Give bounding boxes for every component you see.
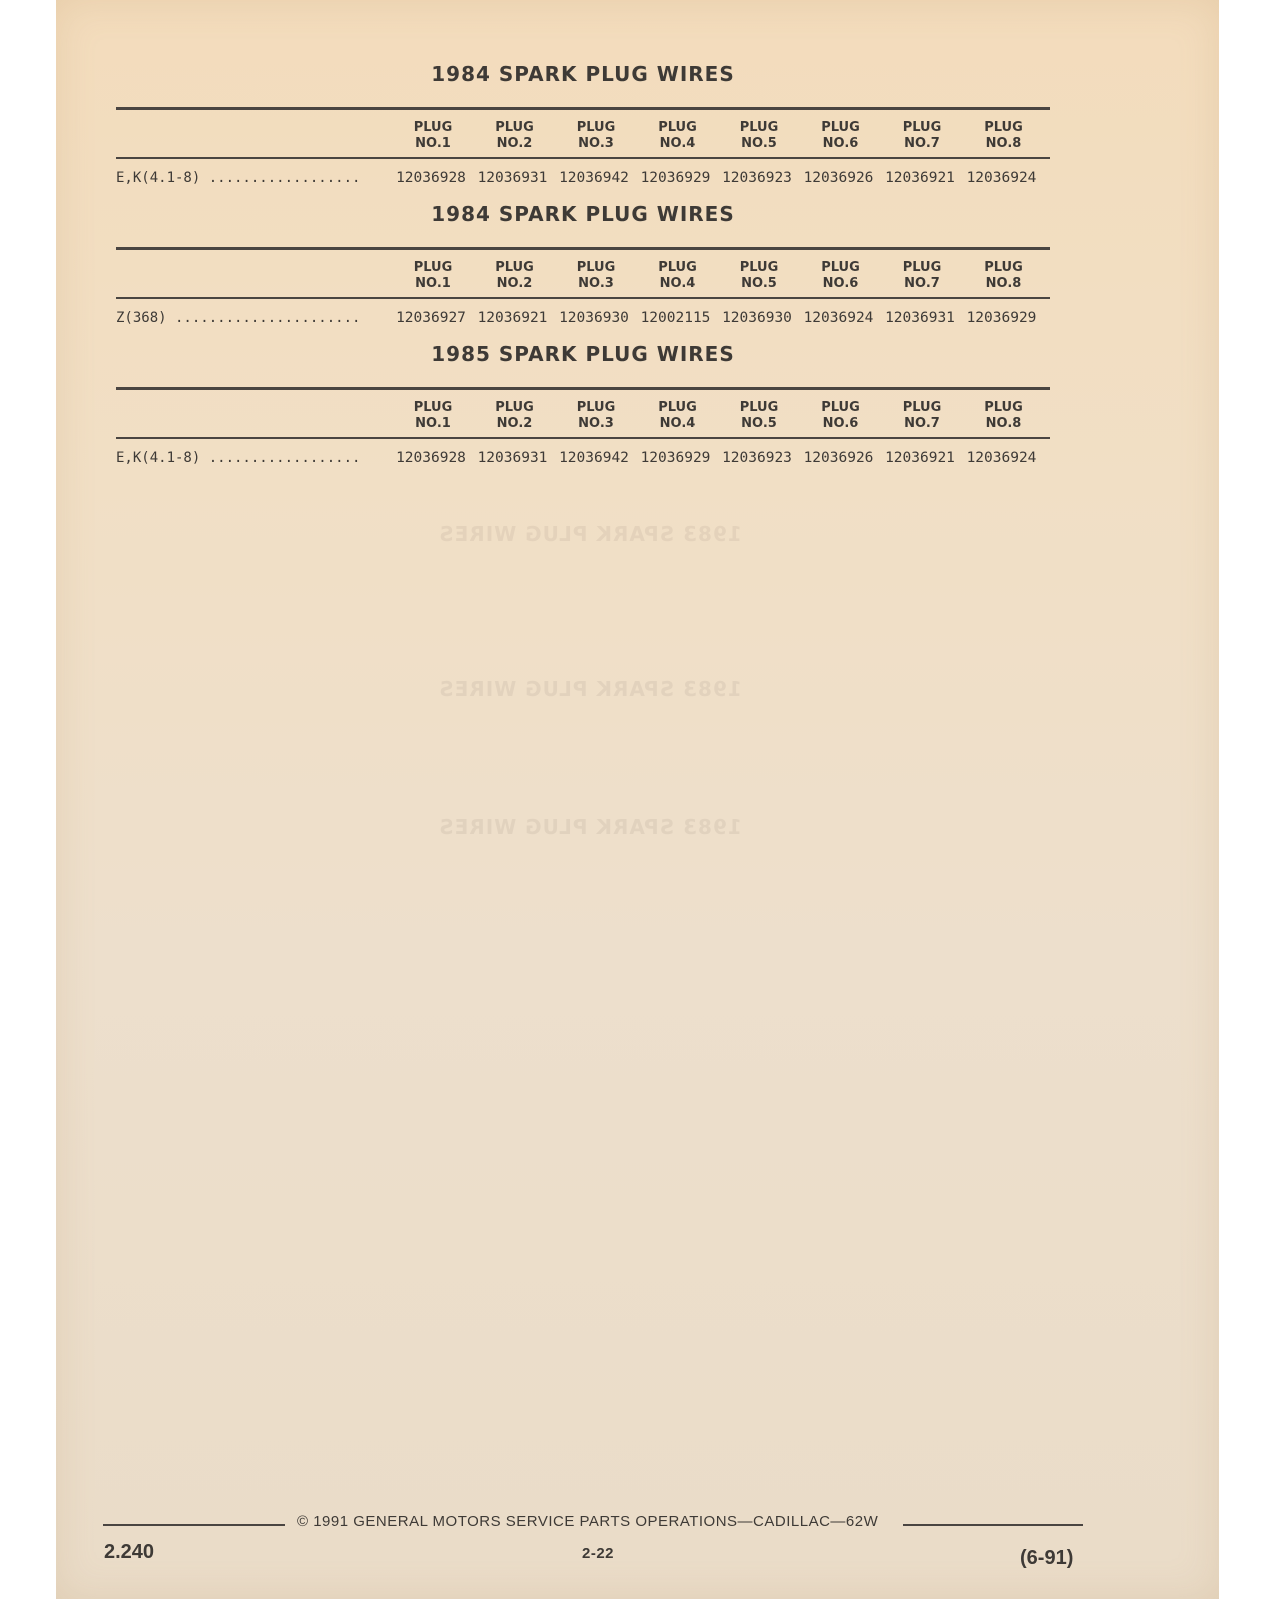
column-header-line: PLUG: [739, 400, 779, 415]
column-header-line: NO.8: [985, 136, 1022, 151]
part-number-cell: 12036942: [559, 450, 629, 466]
part-number-cell: 12036923: [722, 450, 792, 466]
column-header-plug-5: [724, 260, 794, 292]
part-number-cell: 12036929: [966, 310, 1037, 326]
part-number-cell: 12036931: [477, 170, 548, 186]
section-title: 1985 SPARK PLUG WIRES: [431, 342, 735, 366]
column-header-plug-7: [887, 120, 957, 152]
part-number-cell: 12036921: [885, 170, 955, 186]
column-header-line: NO.8: [985, 276, 1022, 291]
column-header-plug-5: [724, 120, 794, 152]
part-number-cell: 12036931: [885, 310, 955, 326]
column-header-line: PLUG: [984, 120, 1023, 135]
bleed-through-text: 1983 SPARK PLUG WIRES: [438, 522, 742, 546]
column-header-line: PLUG: [576, 260, 616, 275]
header-bottom-rule: [116, 157, 1050, 159]
part-number-cell: 12036924: [803, 310, 874, 326]
column-header-line: NO.4: [659, 136, 696, 151]
column-header-line: PLUG: [821, 120, 860, 135]
column-header-plug-5: [724, 400, 794, 432]
column-header-line: NO.3: [578, 416, 614, 431]
footer-rule-right: [903, 1524, 1083, 1526]
column-header-plug-1: [398, 260, 468, 292]
column-header-line: PLUG: [413, 260, 453, 275]
bleed-through-text: 1983 SPARK PLUG WIRES: [438, 815, 742, 839]
column-header-plug-7: [887, 260, 957, 292]
part-number-cell: 12002115: [640, 310, 711, 326]
column-header-line: NO.6: [822, 276, 859, 291]
spark-plug-section: [116, 342, 1050, 472]
part-number-cell: 12036930: [559, 310, 629, 326]
row-label: E,K(4.1-8) ..................: [116, 450, 361, 466]
column-header-line: NO.4: [659, 416, 696, 431]
column-header-plug-3: [561, 400, 631, 432]
column-header-line: NO.2: [496, 416, 533, 431]
part-number-cell: 12036924: [966, 170, 1037, 186]
column-header-line: PLUG: [902, 400, 942, 415]
column-header-plug-3: [561, 120, 631, 152]
column-header-line: PLUG: [495, 260, 534, 275]
column-header-line: PLUG: [658, 120, 697, 135]
column-header-line: PLUG: [576, 400, 616, 415]
column-header-line: PLUG: [739, 120, 779, 135]
part-number-cell: 12036926: [803, 450, 874, 466]
column-header-line: NO.7: [904, 136, 940, 151]
part-number-cell: 12036928: [396, 450, 466, 466]
column-header-line: NO.2: [496, 276, 533, 291]
part-number-cell: 12036927: [396, 310, 466, 326]
spark-plug-section: [116, 62, 1050, 192]
column-header-plug-8: [969, 400, 1039, 432]
column-header-line: NO.3: [578, 276, 614, 291]
row-label: E,K(4.1-8) ..................: [116, 170, 361, 186]
header-top-rule: [116, 247, 1050, 250]
column-header-plug-2: [480, 120, 550, 152]
column-header-line: NO.5: [741, 136, 777, 151]
column-header-line: PLUG: [495, 120, 534, 135]
section-title: 1984 SPARK PLUG WIRES: [431, 62, 735, 86]
column-header-plug-1: [398, 400, 468, 432]
part-number-cell: 12036929: [640, 170, 711, 186]
column-header-line: PLUG: [984, 400, 1023, 415]
column-header-plug-8: [969, 260, 1039, 292]
column-header-plug-2: [480, 400, 550, 432]
footer-rule-left: [103, 1524, 285, 1526]
page-number-left: 2.240: [104, 1541, 155, 1563]
column-header-plug-2: [480, 260, 550, 292]
section-title: 1984 SPARK PLUG WIRES: [431, 202, 735, 226]
part-number-cell: 12036924: [966, 450, 1037, 466]
column-header-line: PLUG: [495, 400, 534, 415]
column-header-line: PLUG: [576, 120, 616, 135]
part-number-cell: 12036926: [803, 170, 874, 186]
bleed-through-text: 1983 SPARK PLUG WIRES: [438, 677, 742, 701]
column-header-line: PLUG: [413, 400, 453, 415]
column-header-line: NO.5: [741, 416, 777, 431]
column-header-line: NO.4: [659, 276, 696, 291]
column-header-line: NO.7: [904, 416, 940, 431]
page-number-center: 2-22: [582, 1545, 615, 1562]
column-header-line: NO.5: [741, 276, 777, 291]
column-header-line: NO.2: [496, 136, 533, 151]
column-header-plug-4: [643, 260, 713, 292]
column-header-plug-6: [806, 120, 876, 152]
header-top-rule: [116, 107, 1050, 110]
column-header-plug-7: [887, 400, 957, 432]
column-header-line: NO.8: [985, 416, 1022, 431]
footer-copyright: © 1991 GENERAL MOTORS SERVICE PARTS OPERATIONS—CADILLAC—62W: [297, 1513, 879, 1530]
column-header-line: PLUG: [821, 260, 860, 275]
column-header-plug-4: [643, 120, 713, 152]
column-header-plug-8: [969, 120, 1039, 152]
column-header-line: NO.1: [415, 416, 451, 431]
part-number-cell: 12036921: [885, 450, 955, 466]
column-header-plug-1: [398, 120, 468, 152]
column-header-line: PLUG: [902, 120, 942, 135]
column-header-line: PLUG: [413, 120, 453, 135]
column-header-line: PLUG: [984, 260, 1023, 275]
column-header-plug-4: [643, 400, 713, 432]
column-header-line: PLUG: [821, 400, 860, 415]
column-header-plug-3: [561, 260, 631, 292]
column-header-line: NO.6: [822, 416, 859, 431]
column-header-line: PLUG: [658, 260, 697, 275]
row-label: Z(368) ......................: [116, 310, 361, 326]
column-header-line: PLUG: [658, 400, 697, 415]
spark-plug-section: [116, 202, 1050, 332]
part-number-cell: 12036930: [722, 310, 792, 326]
part-number-cell: 12036923: [722, 170, 792, 186]
part-number-cell: 12036921: [477, 310, 548, 326]
part-number-cell: 12036928: [396, 170, 466, 186]
column-header-line: NO.1: [415, 136, 451, 151]
column-header-line: PLUG: [739, 260, 779, 275]
column-header-line: NO.6: [822, 136, 859, 151]
header-bottom-rule: [116, 437, 1050, 439]
column-header-line: NO.1: [415, 276, 451, 291]
page-number-right: (6-91): [1020, 1547, 1074, 1569]
part-number-cell: 12036931: [477, 450, 548, 466]
column-header-line: NO.3: [578, 136, 614, 151]
column-header-plug-6: [806, 260, 876, 292]
column-header-line: NO.7: [904, 276, 940, 291]
part-number-cell: 12036942: [559, 170, 629, 186]
header-top-rule: [116, 387, 1050, 390]
column-header-plug-6: [806, 400, 876, 432]
part-number-cell: 12036929: [640, 450, 711, 466]
column-header-line: PLUG: [902, 260, 942, 275]
header-bottom-rule: [116, 297, 1050, 299]
